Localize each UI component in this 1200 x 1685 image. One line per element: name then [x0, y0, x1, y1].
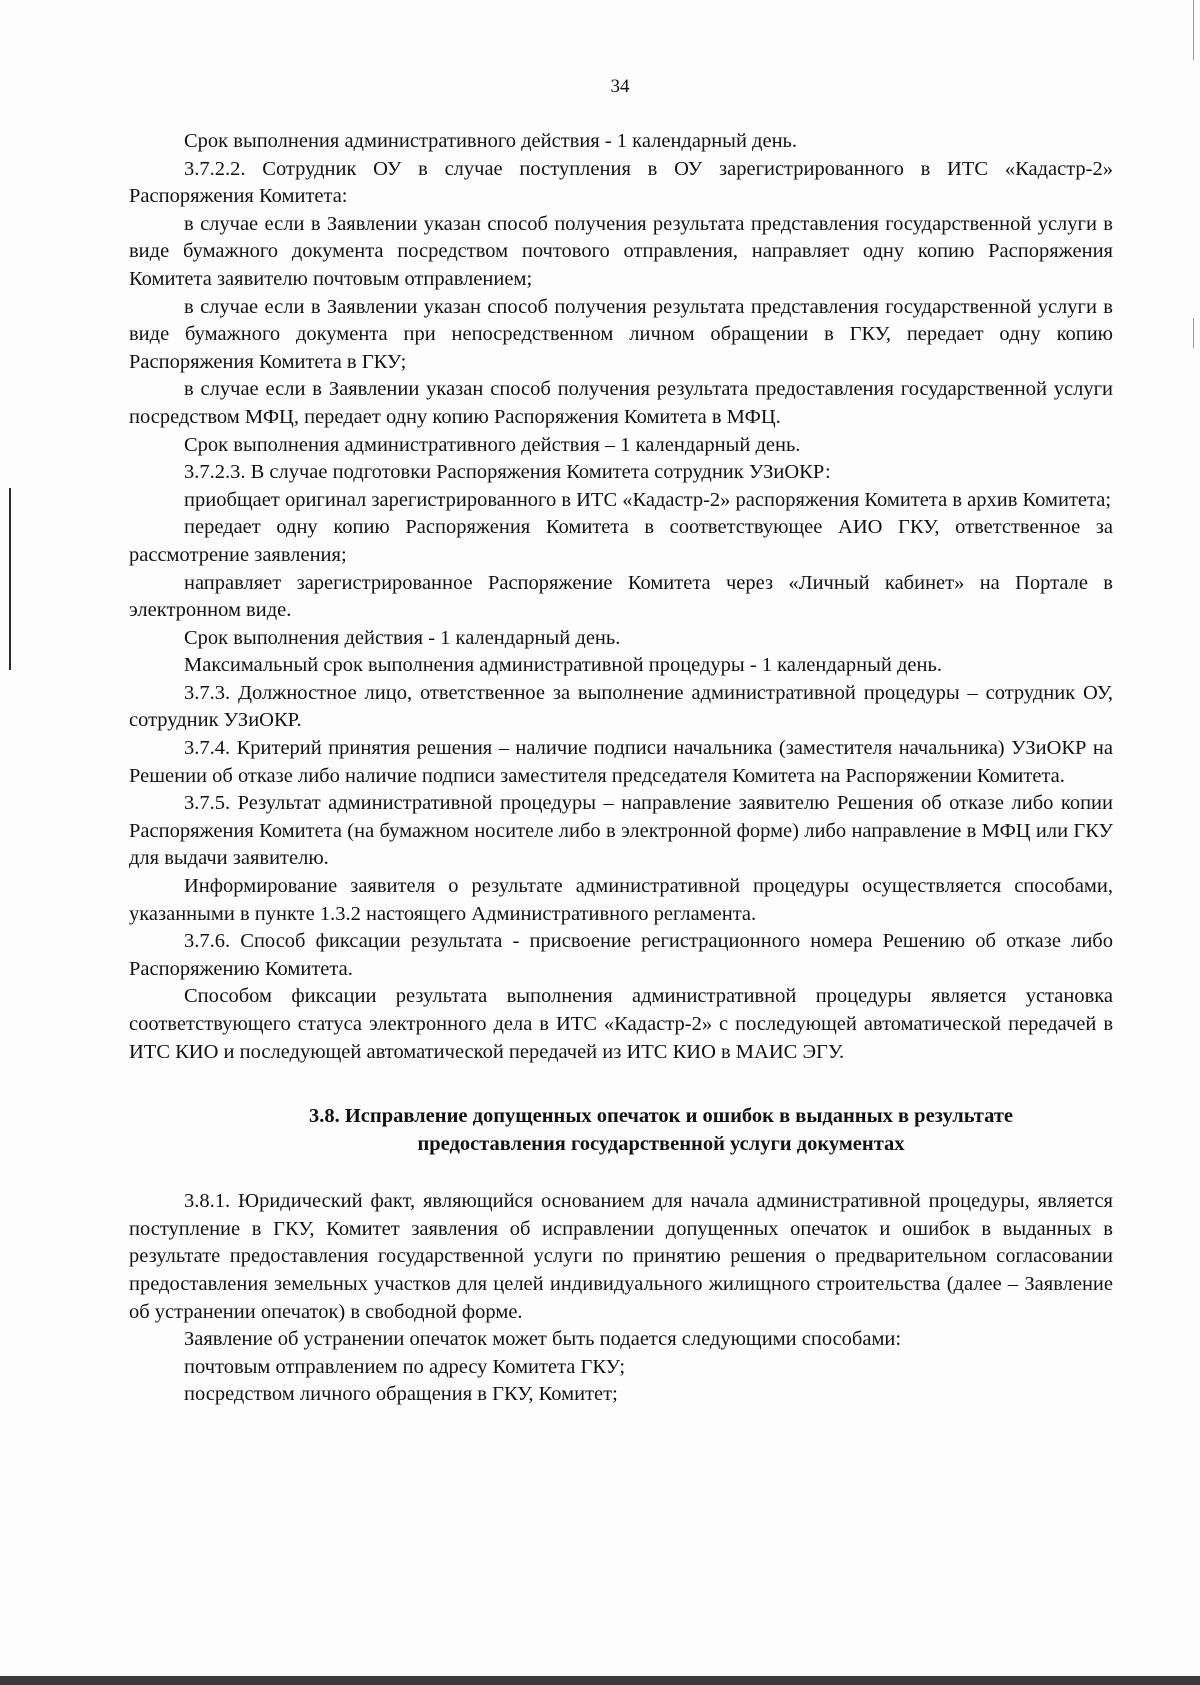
section-heading [129, 1102, 1113, 1158]
scan-bottom-edge [0, 1676, 1200, 1685]
paragraph: Срок выполнения действия - 1 календарный день. [184, 626, 621, 649]
paragraph: Заявление об устранении опечаток может быть подается следующими способами: [184, 1328, 902, 1351]
paragraph: в случае если в Заявлении указан способ получения результата предоставления государственной услуги посредством МФЦ, передает одну копию Распоряжения Комитета в МФЦ. [129, 378, 1113, 428]
paragraph: передает одну копию Распоряжения Комитета в соответствующее АИО ГКУ, ответственное за рассмотрение заявления; [129, 516, 1113, 566]
page-number: 34 [610, 76, 630, 97]
paragraph: 3.7.2.2. Сотрудник ОУ в случае поступления в ОУ зарегистрированного в ИТС «Кадастр-2» Распоряжения Комитета: [129, 157, 1113, 208]
paragraph: 3.7.2.3. В случае подготовки Распоряжения Комитета сотрудник УЗиОКР: [184, 461, 831, 484]
paragraph: 3.7.3. Должностное лицо, ответственное за выполнение административной процедуры – сотрудник ОУ, сотрудник УЗиОКР. [129, 681, 1113, 732]
section-heading-line: 3.8. Исправление допущенных опечаток и ошибок в выданных в результате [308, 1105, 1014, 1128]
paragraph: 3.8.1. Юридический факт, являющийся основанием для начала административной процедуры, является поступление в ГКУ, Комитет заявления об исправлении допущенных опечаток и ошибок в выданных в результате предоставления государственной услуги по принятию решения о предварительном согласовании предоставления земельных участков для целей индивидуального жилищного строительства (далее – Заявление об устранении опечаток) в свободной форме. [129, 1190, 1113, 1323]
paragraph: Максимальный срок выполнения административной процедуры - 1 календарный день. [184, 654, 942, 677]
paragraph: Способом фиксации результата выполнения административной процедуры является установка соответствующего статуса электронного дела в ИТС «Кадастр-2» с последующей автоматической передачей в ИТС КИО и последующей автоматической передачей из ИТС КИО в МАИС ЭГУ. [129, 985, 1113, 1063]
paragraph: в случае если в Заявлении указан способ получения результата представления государственной услуги в виде бумажного документа посредством почтового отправления, направляет одну копию Распоряжения Комитета заявителю почтовым отправлением; [129, 212, 1113, 290]
paragraph: 3.7.5. Результат административной процедуры – направление заявителю Решения об отказе либо копии Распоряжения Комитета (на бумажном носителе либо в электронной форме) либо направление в МФЦ или ГКУ для выдачи заявителю. [129, 792, 1113, 870]
scan-edge-mark [1193, 318, 1194, 348]
document-body [129, 128, 1113, 1409]
paragraph: 3.7.4. Критерий принятия решения – наличие подписи начальника (заместителя начальника) УЗиОКР на Решении об отказе либо наличие подписи заместителя председателя Комитета на Распоряжении Комитета. [129, 737, 1113, 787]
paragraph: посредством личного обращения в ГКУ, Комитет; [184, 1383, 618, 1406]
paragraph: 3.7.6. Способ фиксации результата - присвоение регистрационного номера Решению об отказе либо Распоряжению Комитета. [129, 930, 1113, 980]
paragraph: приобщает оригинал зарегистрированного в ИТС «Кадастр-2» распоряжения Комитета в архив Комитета; [184, 488, 1112, 511]
paragraph: Информирование заявителя о результате административной процедуры осуществляется способами, указанными в пункте 1.3.2 настоящего Административного регламента. [129, 875, 1113, 925]
paragraph: Срок выполнения административного действия - 1 календарный день. [184, 130, 798, 152]
paragraph: Срок выполнения административного действия – 1 календарный день. [184, 433, 801, 456]
paragraph: направляет зарегистрированное Распоряжение Комитета через «Личный кабинет» на Портале в электронном виде. [129, 571, 1113, 622]
scan-margin-line [9, 488, 11, 670]
paragraph: почтовым отправлением по адресу Комитета ГКУ; [184, 1355, 626, 1378]
scan-edge-mark [1193, 0, 1194, 60]
paragraph: в случае если в Заявлении указан способ получения результата представления государственной услуги в виде бумажного документа при непосредственном личном обращении в ГКУ, передает одну копию Распоряжения Комитета в ГКУ; [129, 295, 1113, 373]
section-heading-line: предоставления государственной услуги документах [417, 1133, 905, 1156]
